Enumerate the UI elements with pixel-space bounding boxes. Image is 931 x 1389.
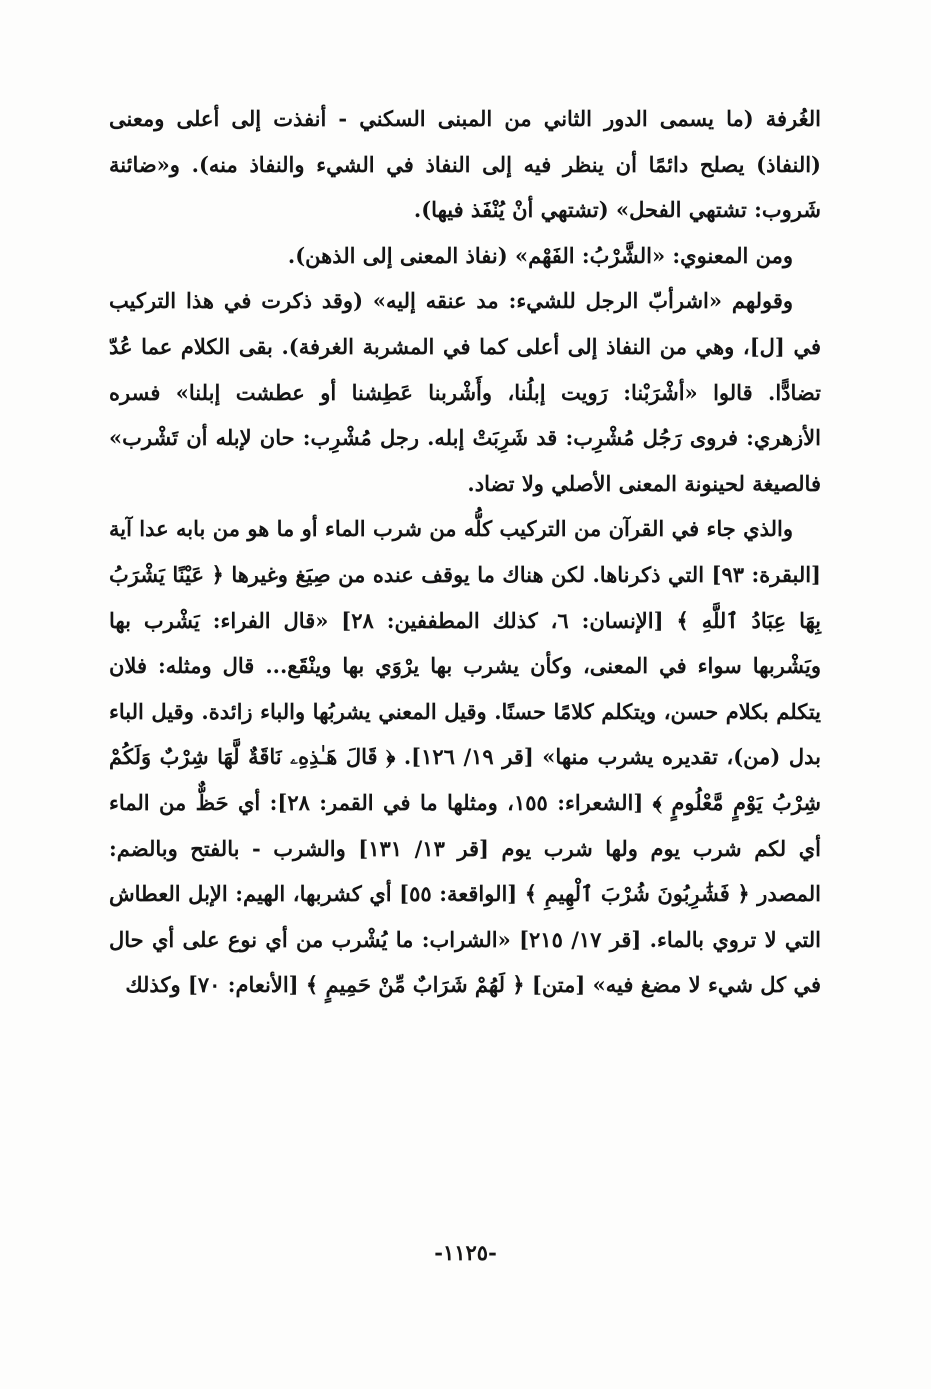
paragraph-ghurfa: الغُرفة (ما يسمى الدور الثاني من المبنى السكني - أنفذت إلى أعلى ومعنى (النفاذ) يصلح دائمًا أن ينظر فيه إلى النفاذ في الشيء والنفاذ منه). و«ضائنة شَروب: تشتهي الفحل» (تشتهي أنْ يُنْفَذ فيها). [109,106,821,223]
paragraph-maanawi: ومن المعنوي: «الشَّرْبُ: الفَهْم» (نفاذ المعنى إلى الذهن). [287,242,793,268]
page-number: -١١٢٥- [434,1240,497,1265]
paragraph-quran: والذي جاء في القرآن من التركيب كلُّه من شرب الماء أو ما هو من بابه عدا آية [البقرة: ٩٣] التي ذكرناها. لكن هناك ما يوقف عنده من صِيَغ وغيرها ﴿ عَيْنًا يَشْرَبُ بِهَا عِبَادُ ٱللَّهِ ﴾ [الإنسان: ٦، كذلك المطففين: ٢٨] «قال الفراء: يَشْرب بها ويَشْربها سواء في المعنى، وكأن يشرب بها يرْوَي بها وينْقَع... قال ومثله: فلان يتكلم بكلام حسن، ويتكلم كلامًا حسنًا. وقيل المعني يشربُها والباء زائدة. وقيل الباء بدل (من)، تقديره يشرب منها» [قر ١٩/ ١٢٦]. ﴿ قَالَ هَـٰذِهِۦ نَاقَةٌ لَّهَا شِرْبٌ وَلَكُمْ شِرْبُ يَوْمٍ مَّعْلُومٍ ﴾ [الشعراء: ١٥٥، ومثلها ما في القمر: ٢٨]: أي حَظٌّ من الماء أي لكم شرب يوم ولها شرب يوم [قر ١٣/ ١٣١] والشرب - بالفتح وبالضم: المصدر ﴿ فَشَٰرِبُونَ شُرْبَ ٱلْهِيمِ ﴾ [الواقعة: ٥٥] أي كشربها، الهيم: الإبل العطاش التي لا تروي بالماء. [قر ١٧/ ٢١٥] «الشراب: ما يُشْرب من أي نوع على أي حال في كل شيء لا مضغ فيه» [متن] ﴿ لَهُمْ شَرَابٌ مِّنْ حَمِيمٍ ﴾ [الأنعام: ٧٠] وكذلك [109,516,822,998]
body-text [109,96,821,1008]
paragraph-ishraabba: وقولهم «اشرأبّ الرجل للشيء: مد عنقه إليه» (وقد ذكرت في هذا التركيب في [ل]، وهي من النفاذ إلى أعلى كما في المشربة الغرفة). بقى الكلام عما عُدّ تضادًّا. قالوا «أشْرَبْنا: رَويت إبلُنا، وأَشْربنا عَطِشنا أو عطشت إبلنا» فسره الأزهري: فروى رَجُل مُشْرِب: قد شَرِبَتْ إبله. رجل مُشْرِب: حان لإبله أن تَشْرب» فالصيغة لحينونة المعنى الأصلي ولا تضاد. [109,288,821,496]
